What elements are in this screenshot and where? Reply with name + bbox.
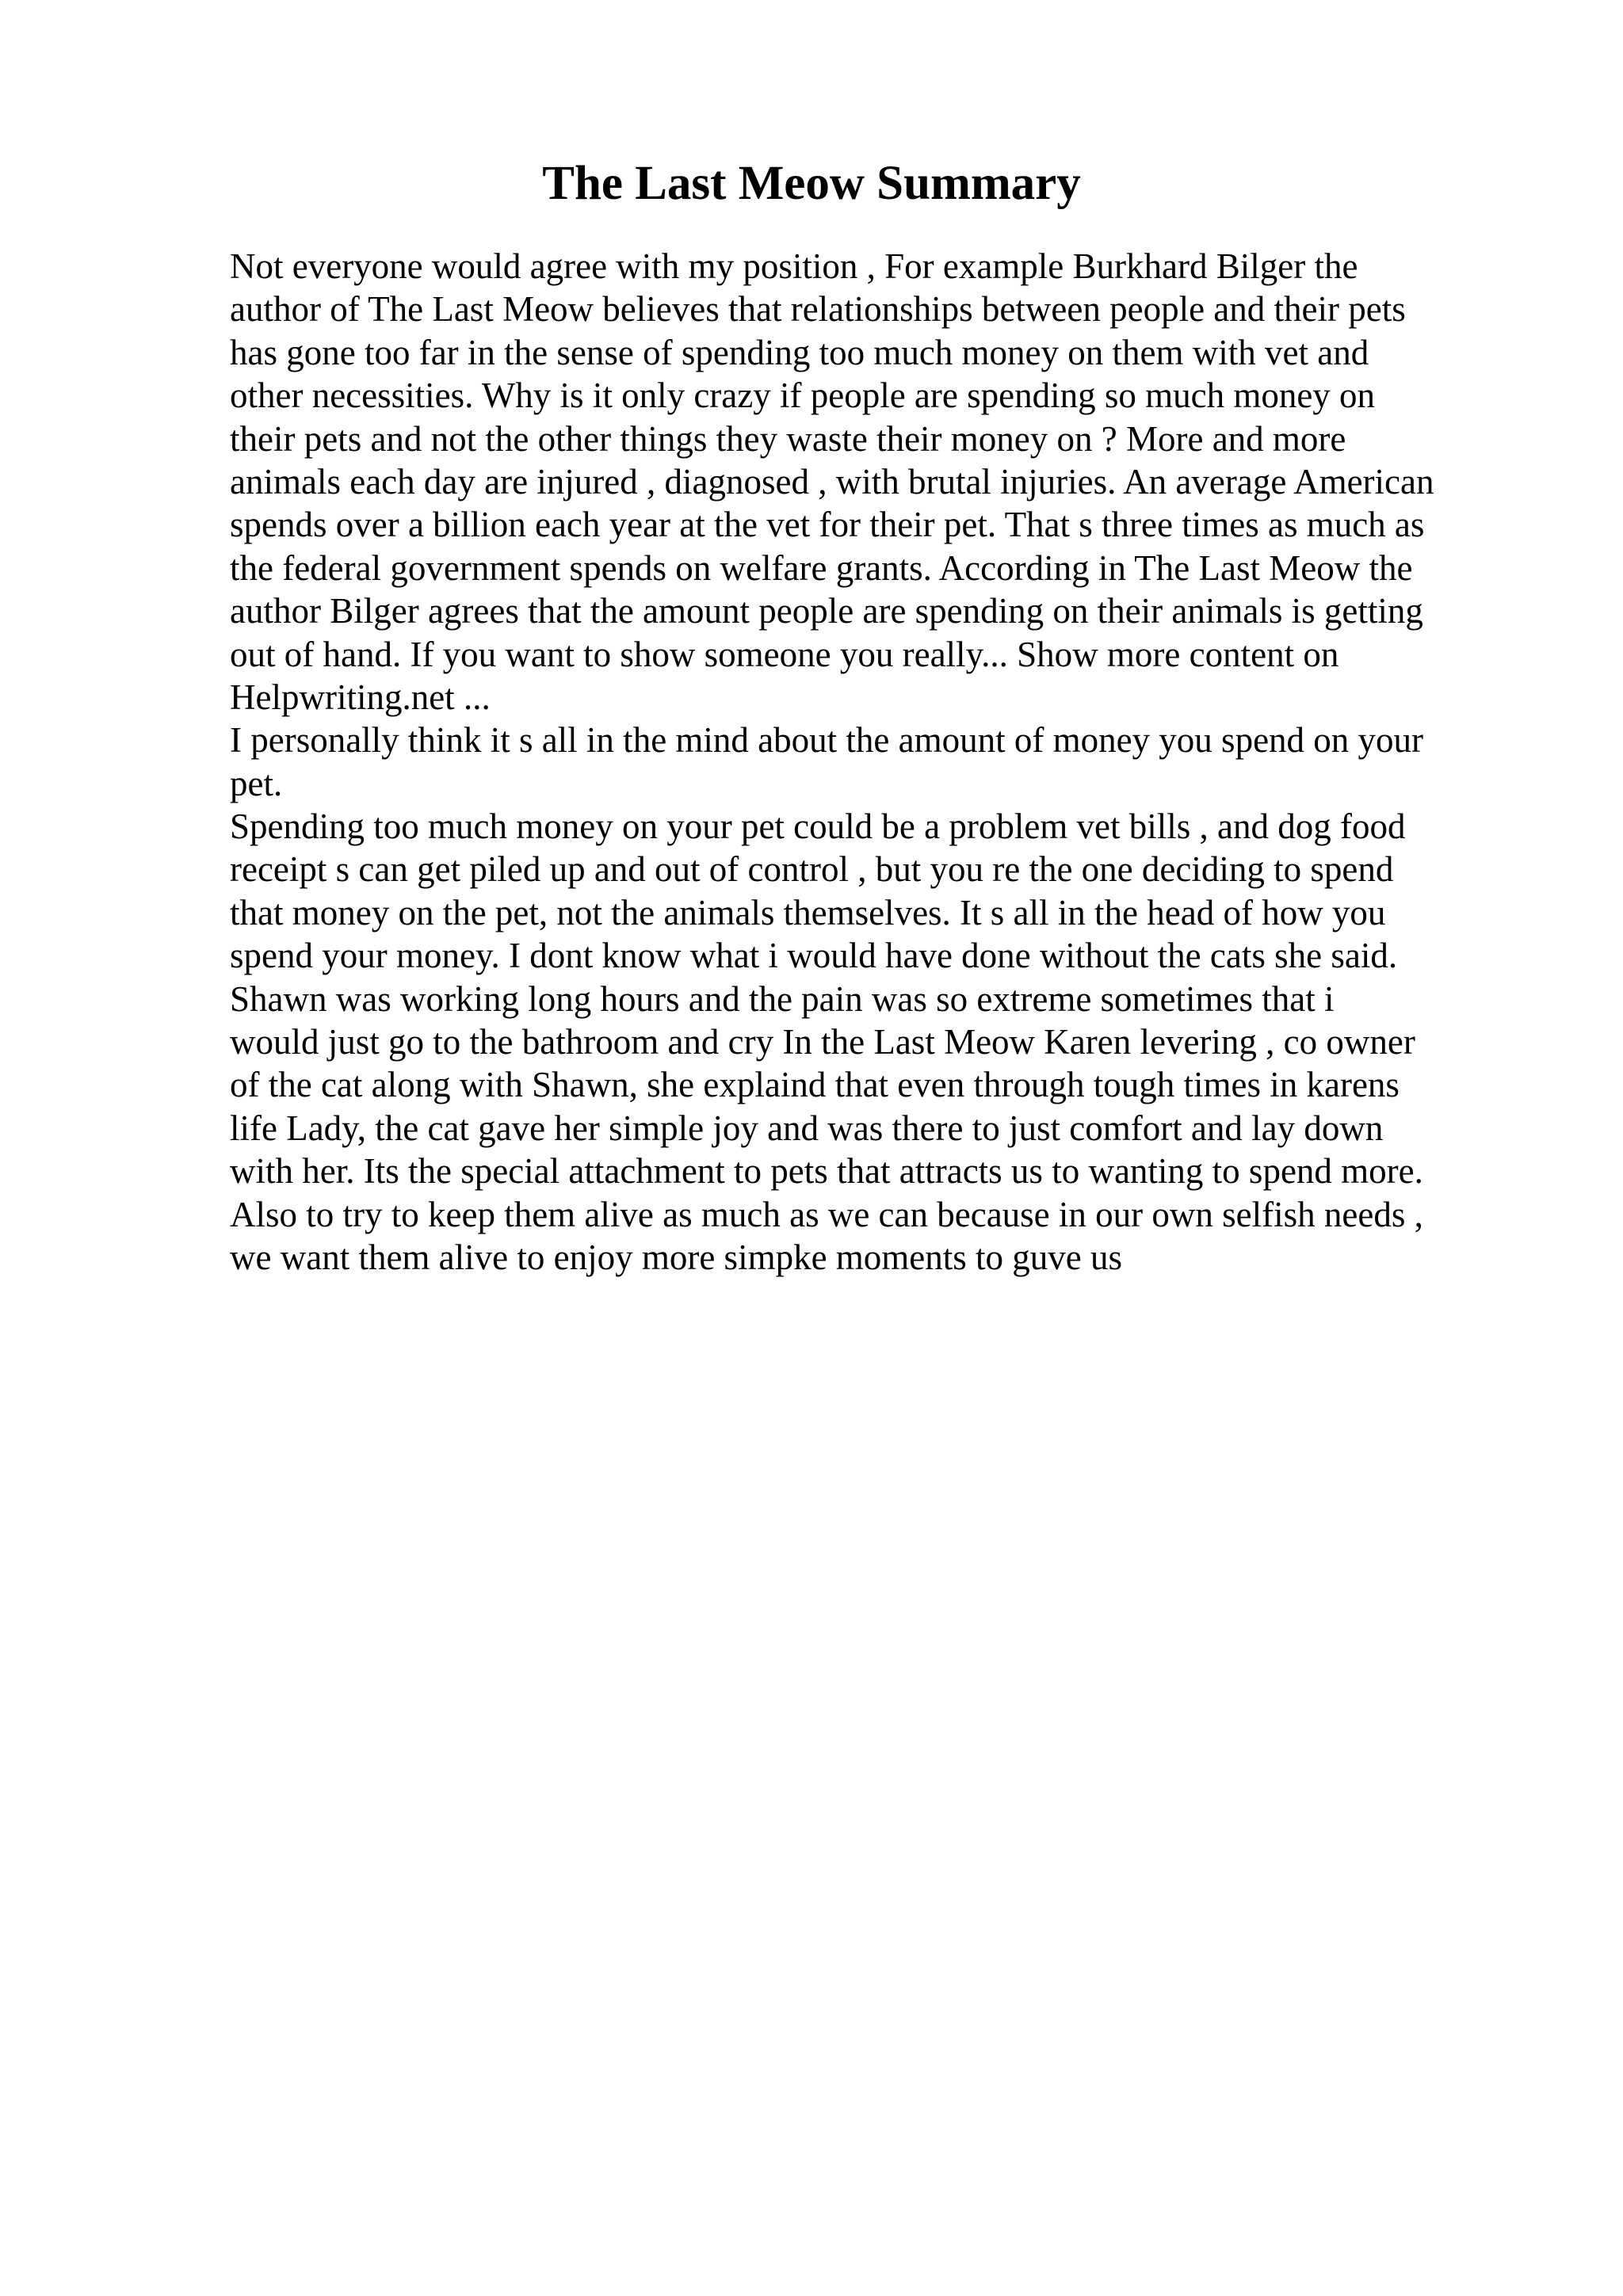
body-line: spend your money. I dont know what i would have done without the cats she said.	[230, 936, 1398, 976]
document-body	[230, 245, 1577, 1279]
body-line: would just go to the bathroom and cry In the Last Meow Karen levering , co owner	[230, 1022, 1415, 1062]
body-line: out of hand. If you want to show someone you really... Show more content on	[230, 634, 1339, 674]
body-line: with her. Its the special attachment to pets that attracts us to wanting to spend more.	[230, 1151, 1423, 1192]
body-line: Shawn was working long hours and the pain was so extreme sometimes that i	[230, 978, 1335, 1019]
body-line: Also to try to keep them alive as much as we can because in our own selfish needs ,	[230, 1194, 1423, 1234]
body-line: I personally think it s all in the mind about the amount of money you spend on your	[230, 720, 1424, 761]
body-line: their pets and not the other things they waste their money on ? More and more	[230, 418, 1346, 459]
body-line: animals each day are injured , diagnosed , with brutal injuries. An average American	[230, 461, 1434, 502]
body-line: life Lady, the cat gave her simple joy and was there to just comfort and lay down	[230, 1108, 1384, 1148]
body-line: the federal government spends on welfare grants. According in The Last Meow the	[230, 547, 1413, 588]
body-line: that money on the pet, not the animals themselves. It s all in the head of how you	[230, 892, 1386, 933]
body-line: we want them alive to enjoy more simpke moments to guve us	[230, 1237, 1123, 1277]
body-line: pet.	[230, 763, 283, 803]
document-title: The Last Meow Summary	[542, 157, 1081, 210]
body-line: Spending too much money on your pet could be a problem vet bills , and dog food	[230, 807, 1406, 847]
body-line: author Bilger agrees that the amount people are spending on their animals is getting	[230, 591, 1423, 631]
body-line: author of The Last Meow believes that relationships between people and their pets	[230, 289, 1406, 330]
body-line: has gone too far in the sense of spending too much money on them with vet and	[230, 332, 1369, 372]
body-line: Not everyone would agree with my position , For example Burkhard Bilger the	[230, 246, 1358, 286]
body-line: Helpwriting.net ...	[230, 677, 491, 717]
body-line: of the cat along with Shawn, she explaind that even through tough times in karens	[230, 1065, 1400, 1105]
body-line: spends over a billion each year at the vet for their pet. That s three times as much as	[230, 505, 1425, 545]
body-line: receipt s can get piled up and out of control , but you re the one deciding to spend	[230, 849, 1394, 890]
body-line: other necessities. Why is it only crazy if people are spending so much money on	[230, 376, 1376, 416]
